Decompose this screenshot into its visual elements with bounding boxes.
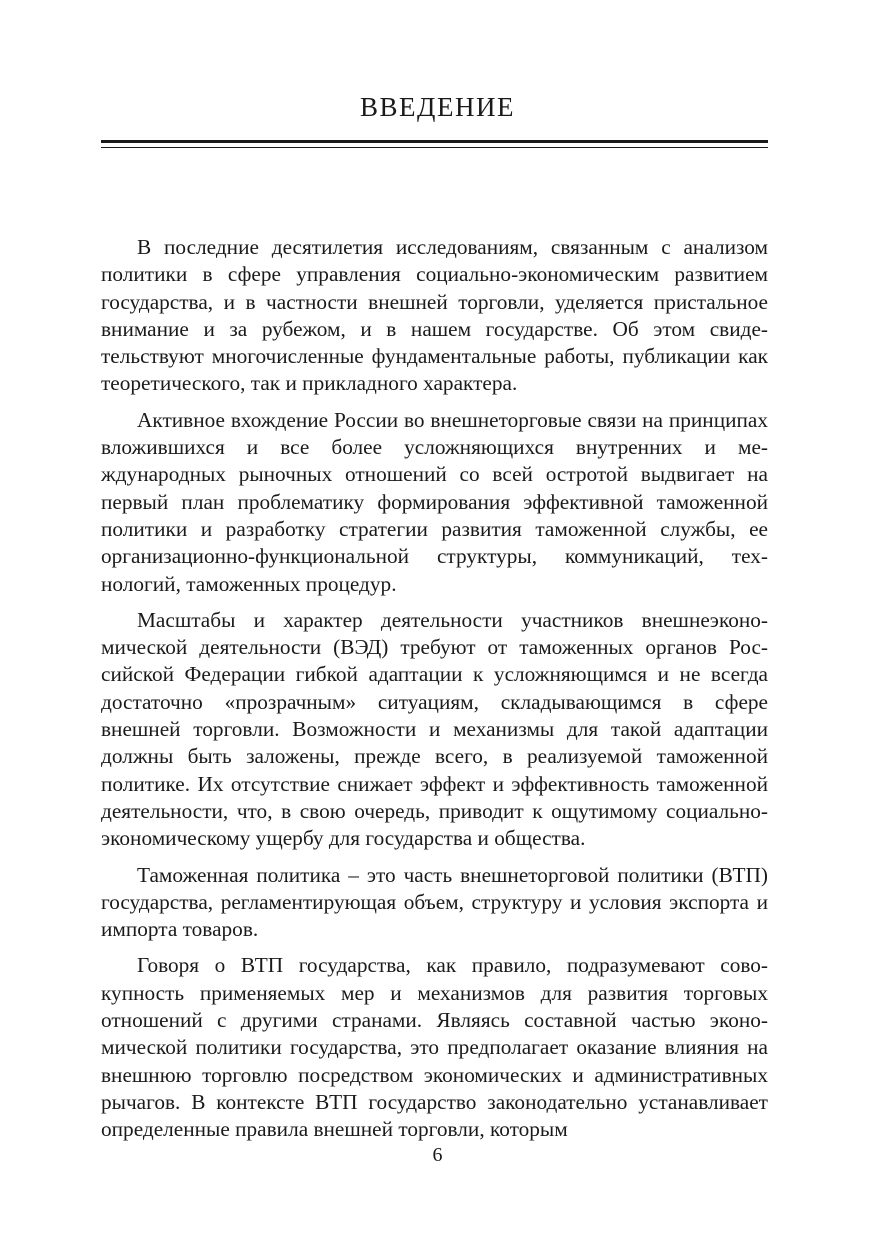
paragraph-5: Говоря о ВТП государства, как правило, подразумевают совокупность применяемых мер и механизмов для развития торговых отношений с другими странами. Являясь составной частью экономической политики государства, это предполагает оказание влияния на внешнюю торговлю посредством экономических и административных рычагов. В контексте ВТП государство законодательно устанавливает определенные правила внешней торговли, которым: [101, 953, 768, 1142]
title-divider-thick: [101, 140, 768, 143]
title-divider-thin: [101, 147, 768, 148]
paragraph-2: Активное вхождение России во внешнеторговые связи на принципах вложившихся и все более усложняющихся внутренних и международных рыночных отношений со всей остротой выдвигает на первый план проблематику формирования эффективной таможенной политики и разработку стратегии развития таможенной службы, ее организационно-функциональной структуры, коммуникаций, технологий, таможенных процедур.: [101, 407, 768, 596]
page-number: 6: [432, 1144, 443, 1166]
body-text: [101, 234, 768, 1153]
paragraph-1: В последние десятилетия исследованиям, связанным с анализом политики в сфере управления социально-экономическим развитием государства, и в частности внешней торговли, уделяется пристальное внимание и за рубежом, и в нашем государстве. Об этом свидетельствуют многочисленные фундаментальные работы, публикации как теоретического, так и прикладного характера.: [101, 235, 768, 396]
paragraph-4: Таможенная политика – это часть внешнеторговой политики (ВТП) государства, регламентирующая объем, структуру и условия экспорта и импорта товаров.: [101, 862, 768, 942]
page-title: ВВЕДЕНИЕ: [360, 92, 515, 122]
paragraph-3: Масштабы и характер деятельности участников внешнеэкономической деятельности (ВЭД) требуют от таможенных органов Российской Федерации гибкой адаптации к усложняющимся и не всегда достаточно «прозрачным» ситуациям, складывающимся в сфере внешней торговли. Возможности и механизмы для такой адаптации должны быть заложены, прежде всего, в реализуемой таможенной политике. Их отсутствие снижает эффект и эффективность таможенной деятельности, что, в свою очередь, приводит к ощутимому социально-экономическому ущербу для государства и общества.: [101, 607, 768, 851]
